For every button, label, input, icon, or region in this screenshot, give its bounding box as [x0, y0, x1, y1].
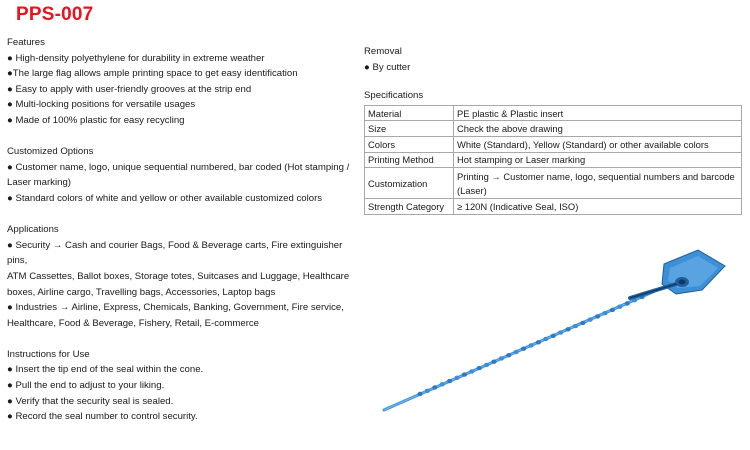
features-item: ● Multi-locking positions for versatile usages	[7, 99, 196, 111]
spec-key: Colors	[365, 136, 454, 152]
instructions-heading: Instructions for Use	[7, 348, 90, 360]
seal-flag	[630, 250, 725, 298]
instructions-item: ● Verify that the security seal is sealed.	[7, 395, 174, 407]
seal-bead	[462, 372, 467, 376]
seal-bead	[617, 305, 622, 309]
left-column	[7, 35, 365, 440]
seal-bead	[602, 311, 607, 315]
seal-bead	[521, 347, 526, 351]
spec-value: Hot stamping or Laser marking	[454, 152, 742, 168]
spec-value-line: Printing → Customer name, logo, sequential numbers and barcode	[457, 170, 735, 182]
seal-bead	[536, 340, 541, 344]
spec-value	[454, 168, 742, 199]
product-title: PPS-007	[16, 4, 94, 25]
spec-row	[365, 199, 742, 215]
removal-heading: Removal	[364, 46, 402, 57]
seal-bead	[565, 327, 570, 331]
customized-section	[7, 144, 365, 206]
spec-row	[365, 121, 742, 137]
features-item: ● Easy to apply with user-friendly grooves at the strip end	[7, 83, 252, 95]
spec-value: White (Standard), Yellow (Standard) or other available colors	[454, 136, 742, 152]
removal-item: ● By cutter	[364, 61, 411, 73]
applications-item: boxes, Airline cargo, Travelling bags, Accessories, Laptop bags	[7, 286, 276, 298]
seal-bead	[573, 324, 578, 328]
seal-bead	[499, 356, 504, 360]
spec-key: Printing Method	[365, 152, 454, 168]
customized-item: ● Customer name, logo, unique sequential numbered, bar coded (Hot stamping /	[7, 161, 350, 173]
instructions-item: ● Record the seal number to control security.	[7, 411, 198, 423]
instructions-item: ● Pull the end to adjust to your liking.	[7, 380, 165, 392]
seal-beads	[417, 295, 644, 396]
applications-heading: Applications	[7, 224, 59, 236]
seal-bead	[625, 301, 630, 305]
spec-key: Strength Category	[365, 199, 454, 215]
right-column	[364, 44, 744, 215]
specifications-table	[364, 105, 742, 215]
spec-value: PE plastic & Plastic insert	[454, 105, 742, 121]
seal-bead	[440, 382, 445, 386]
applications-item: ● Security → Cash and courier Bags, Food & Beverage carts, Fire extinguisher pins,	[7, 239, 343, 267]
seal-bead	[580, 321, 585, 325]
features-item: ● High-density polyethylene for durability in extreme weather	[7, 52, 265, 64]
applications-item: Healthcare, Food & Beverage, Fishery, Retail, E-commerce	[7, 317, 260, 329]
seal-bead	[447, 379, 452, 383]
seal-tail-groove	[630, 284, 676, 298]
applications-item: ● Industries → Airline, Express, Chemicals, Banking, Government, Fire service,	[7, 302, 344, 314]
seal-bead	[469, 369, 474, 373]
instructions-section	[7, 347, 365, 425]
seal-bead	[417, 392, 422, 396]
seal-bead	[484, 363, 489, 367]
spec-key: Size	[365, 121, 454, 137]
customized-item: Laser marking)	[7, 177, 71, 189]
customized-item: ● Standard colors of white and yellow or other available customized colors	[7, 192, 323, 204]
seal-bead	[477, 366, 482, 370]
spec-row	[365, 136, 742, 152]
spec-value-line: (Laser)	[457, 184, 487, 196]
seal-bead	[528, 343, 533, 347]
security-seal-image	[380, 244, 740, 416]
applications-section	[7, 222, 365, 331]
seal-bead	[514, 350, 519, 354]
spec-value: ≥ 120N (Indicative Seal, ISO)	[454, 199, 742, 215]
customized-heading: Customized Options	[7, 146, 94, 158]
seal-bead	[588, 317, 593, 321]
spec-row	[365, 168, 742, 199]
seal-bead	[551, 334, 556, 338]
features-item: ●The large flag allows ample printing space to get easy identification	[7, 68, 298, 80]
seal-bead	[595, 314, 600, 318]
features-item: ● Made of 100% plastic for easy recycling	[7, 114, 185, 126]
instructions-item: ● Insert the tip end of the seal within the cone.	[7, 364, 204, 376]
seal-bead	[543, 337, 548, 341]
seal-bead	[454, 376, 459, 380]
seal-bead	[506, 353, 511, 357]
spec-row	[365, 152, 742, 168]
specifications-heading: Specifications	[364, 90, 424, 102]
features-heading: Features	[7, 37, 45, 48]
seal-bead	[610, 308, 615, 312]
spec-key: Customization	[365, 168, 454, 199]
seal-bead	[425, 389, 430, 393]
seal-bead	[491, 360, 496, 364]
seal-lock-hole	[679, 280, 686, 285]
applications-item: ATM Cassettes, Ballot boxes, Storage totes, Suitcases and Luggage, Healthcare	[7, 270, 350, 282]
spec-value: Check the above drawing	[454, 121, 742, 137]
spec-key: Material	[365, 105, 454, 121]
seal-bead	[432, 385, 437, 389]
spec-row	[365, 105, 742, 121]
seal-bead	[558, 330, 563, 334]
features-section	[7, 35, 365, 129]
